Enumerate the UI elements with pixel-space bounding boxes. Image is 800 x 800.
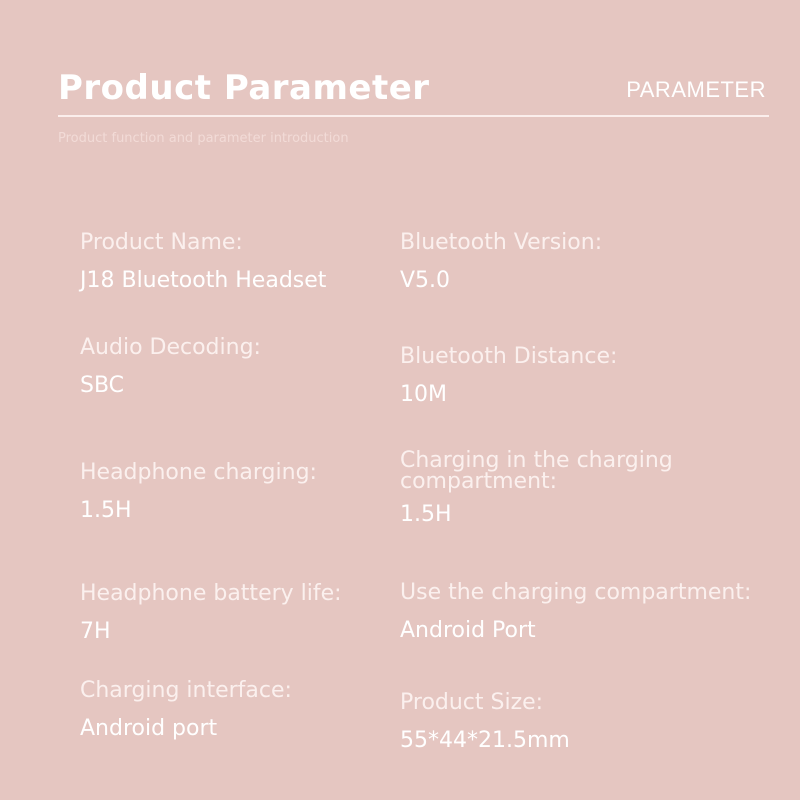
param-value: SBC: [80, 373, 125, 398]
param-label: Bluetooth Version:: [400, 230, 603, 255]
param-value: 1.5H: [400, 502, 452, 527]
param-label: Product Name:: [80, 230, 243, 255]
param-audio-decoding: [80, 337, 261, 398]
param-label: Headphone charging:: [80, 460, 317, 485]
page-title: Product Parameter: [58, 68, 430, 108]
param-compartment-charging: [400, 450, 700, 527]
param-headphone-charging: [80, 462, 317, 523]
param-use-compartment: [400, 582, 751, 643]
param-label: Bluetooth Distance:: [400, 344, 618, 369]
param-label: Charging interface:: [80, 678, 292, 703]
param-value: J18 Bluetooth Headset: [80, 268, 327, 293]
param-label: Audio Decoding:: [80, 335, 261, 360]
param-product-size: [400, 692, 570, 753]
param-value: V5.0: [400, 268, 451, 293]
param-value: 10M: [400, 382, 447, 407]
param-battery-life: [80, 583, 342, 644]
param-value: Android Port: [400, 618, 536, 643]
param-value: Android port: [80, 716, 218, 741]
param-value: 1.5H: [80, 498, 132, 523]
param-bluetooth-distance: [400, 346, 617, 407]
param-label: Product Size:: [400, 690, 544, 715]
param-value: 7H: [80, 619, 111, 644]
param-label: Charging in the charging compartment:: [400, 448, 673, 494]
param-label: Use the charging compartment:: [400, 580, 752, 605]
param-bluetooth-version: [400, 232, 602, 293]
section-tag: PARAMETER: [626, 77, 766, 102]
param-value: 55*44*21.5mm: [400, 728, 570, 753]
param-product-name: [80, 232, 326, 293]
page-subtitle: Product function and parameter introduction: [58, 131, 349, 146]
param-charging-interface: [80, 680, 292, 741]
param-label: Headphone battery life:: [80, 581, 342, 606]
header-divider: [58, 115, 769, 117]
